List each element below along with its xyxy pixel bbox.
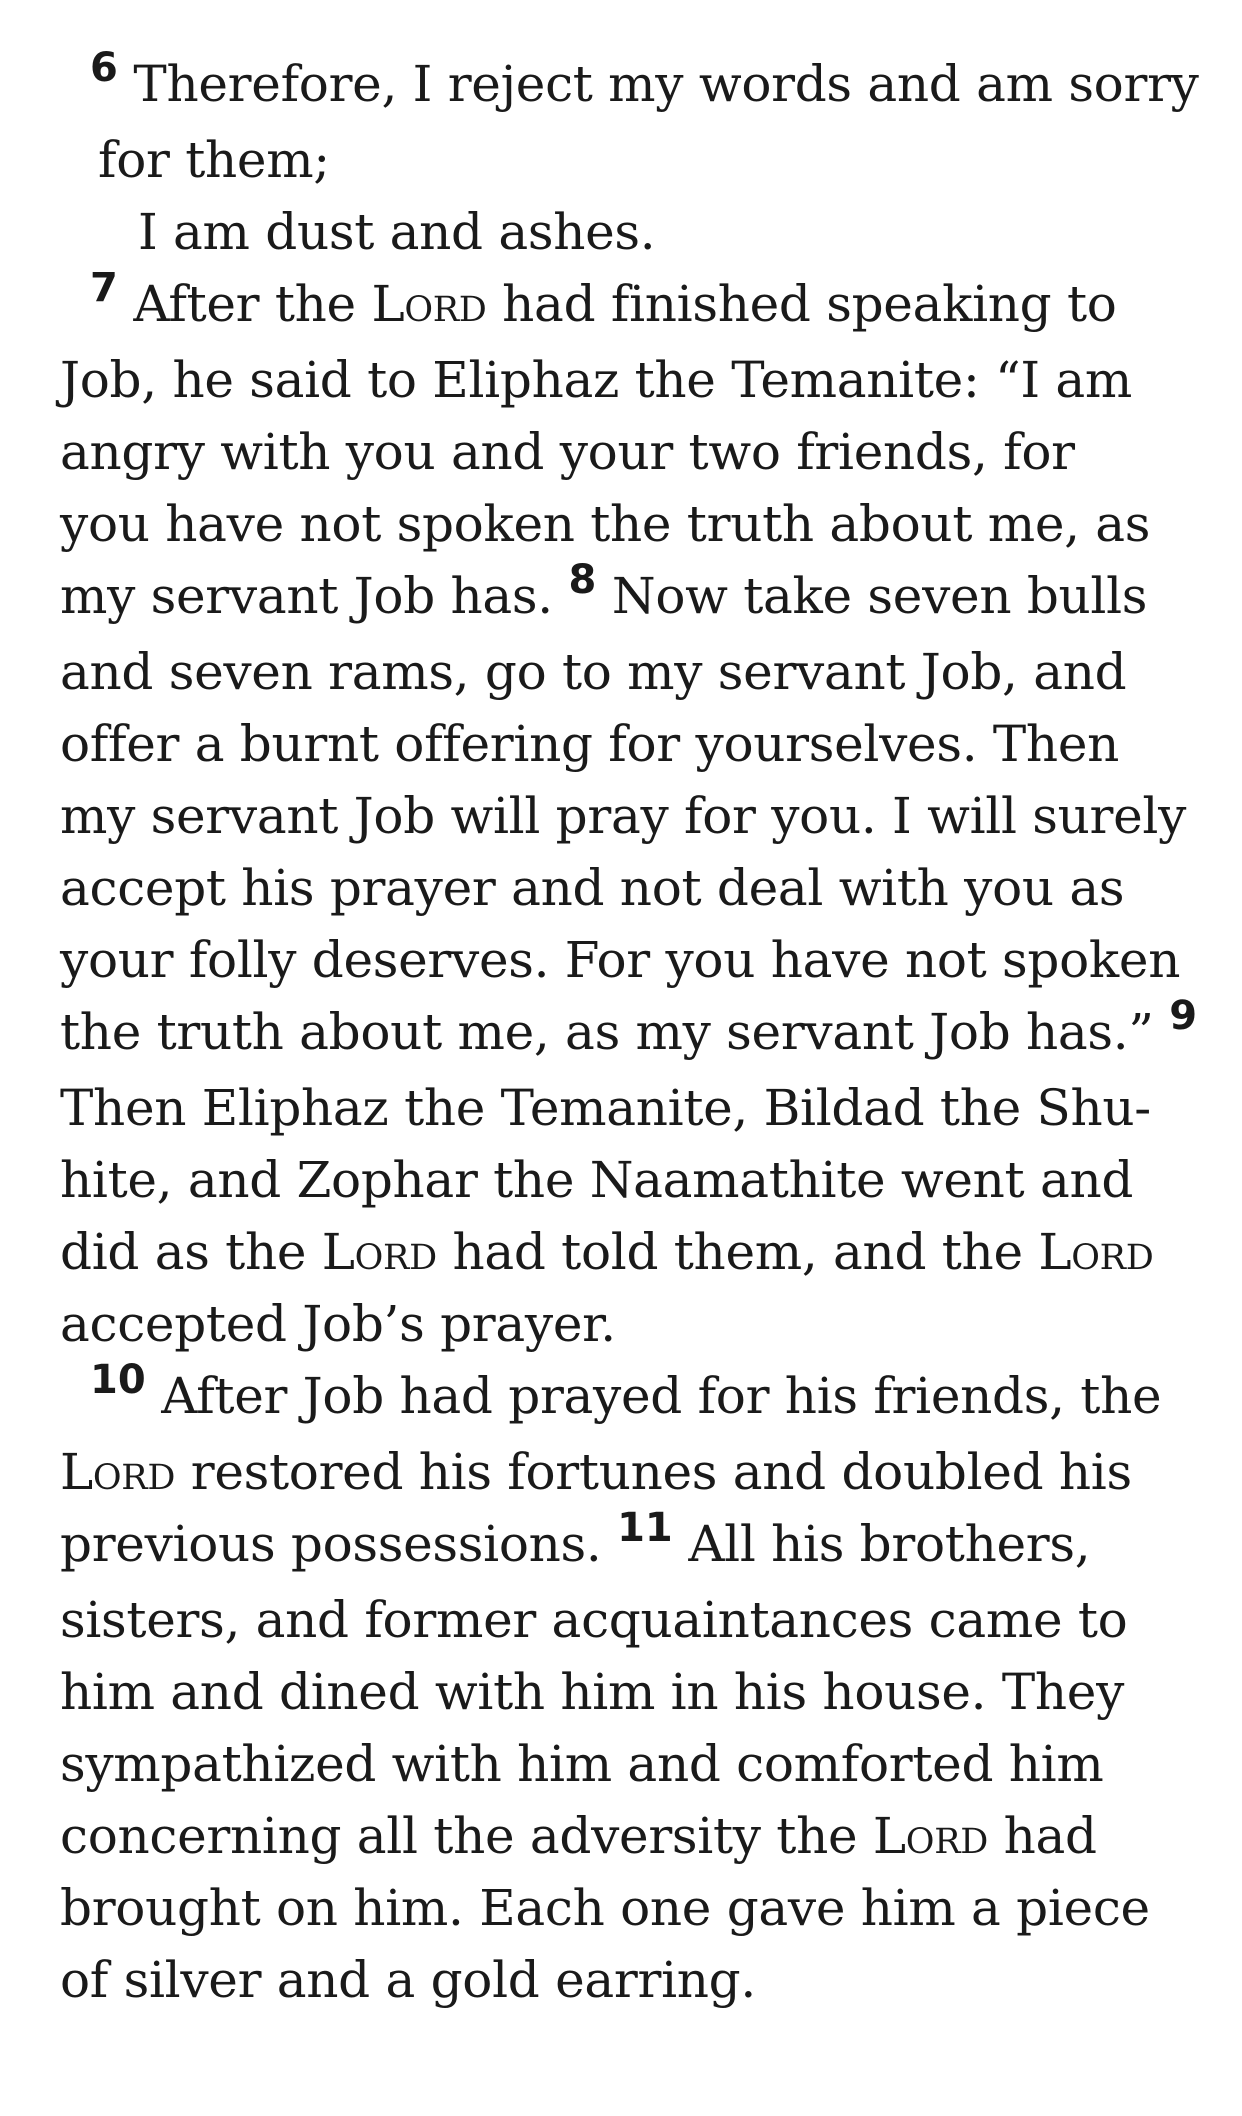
- text-line: hite, and Zophar the Naamathite went and: [60, 1151, 1134, 1209]
- divine-name: Lord: [321, 1223, 437, 1281]
- text-line: you have not spoken the truth about me, as: [60, 495, 1151, 553]
- text-line: of silver and a gold earring.: [60, 1951, 756, 2009]
- text-line: the truth about me, as my servant Job has.” $^9$: [60, 993, 1198, 1061]
- text-line: previous possessions. $^{11}$ All his brothers,: [60, 1505, 1091, 1573]
- text-line: Job, he said to Eliphaz the Temanite: “I am: [60, 351, 1133, 409]
- scripture-passage: [60, 45, 1210, 2016]
- divine-name: Lord: [1038, 1223, 1154, 1281]
- text-line: $^7$ After the Lord had finished speaking to: [90, 265, 1117, 333]
- verse-number: 8: [568, 557, 597, 603]
- text-line: Then Eliphaz the Temanite, Bildad the Shu-: [60, 1079, 1151, 1137]
- verse-number: 6: [90, 45, 118, 91]
- text-line: brought on him. Each one gave him a piece: [60, 1879, 1150, 1937]
- text-line: for them;: [98, 131, 330, 189]
- divine-name: Lord: [60, 1443, 176, 1501]
- text-line: angry with you and your two friends, for: [60, 423, 1075, 481]
- text-line: concerning all the adversity the Lord had: [60, 1807, 1097, 1865]
- verse-number: 10: [90, 1357, 146, 1403]
- verse-number: 9: [1169, 993, 1198, 1039]
- text-line: my servant Job will pray for you. I will surely: [60, 787, 1187, 845]
- verse-number: 7: [90, 265, 118, 311]
- text-line: $^6$ Therefore, I reject my words and am sorry: [90, 45, 1199, 113]
- text-line: and seven rams, go to my servant Job, and: [60, 643, 1127, 701]
- text-line: I am dust and ashes.: [138, 203, 656, 261]
- text-line: him and dined with him in his house. They: [60, 1663, 1125, 1721]
- text-line: offer a burnt offering for yourselves. Then: [60, 715, 1120, 773]
- text-line: accepted Job’s prayer.: [60, 1295, 616, 1353]
- text-line: sympathized with him and comforted him: [60, 1735, 1104, 1793]
- text-line: $^{10}$ After Job had prayed for his friends, the: [90, 1357, 1162, 1425]
- text-line: sisters, and former acquaintances came to: [60, 1591, 1128, 1649]
- text-line: did as the Lord had told them, and the Lord: [60, 1223, 1154, 1281]
- text-line: accept his prayer and not deal with you as: [60, 859, 1125, 917]
- text-line: your folly deserves. For you have not spoken: [60, 931, 1181, 989]
- divine-name: Lord: [872, 1807, 989, 1865]
- divine-name: Lord: [371, 275, 487, 333]
- verse-number: 11: [617, 1505, 673, 1551]
- text-line: Lord restored his fortunes and doubled his: [60, 1443, 1132, 1501]
- text-line: my servant Job has. $^8$ Now take seven bulls: [60, 557, 1148, 625]
